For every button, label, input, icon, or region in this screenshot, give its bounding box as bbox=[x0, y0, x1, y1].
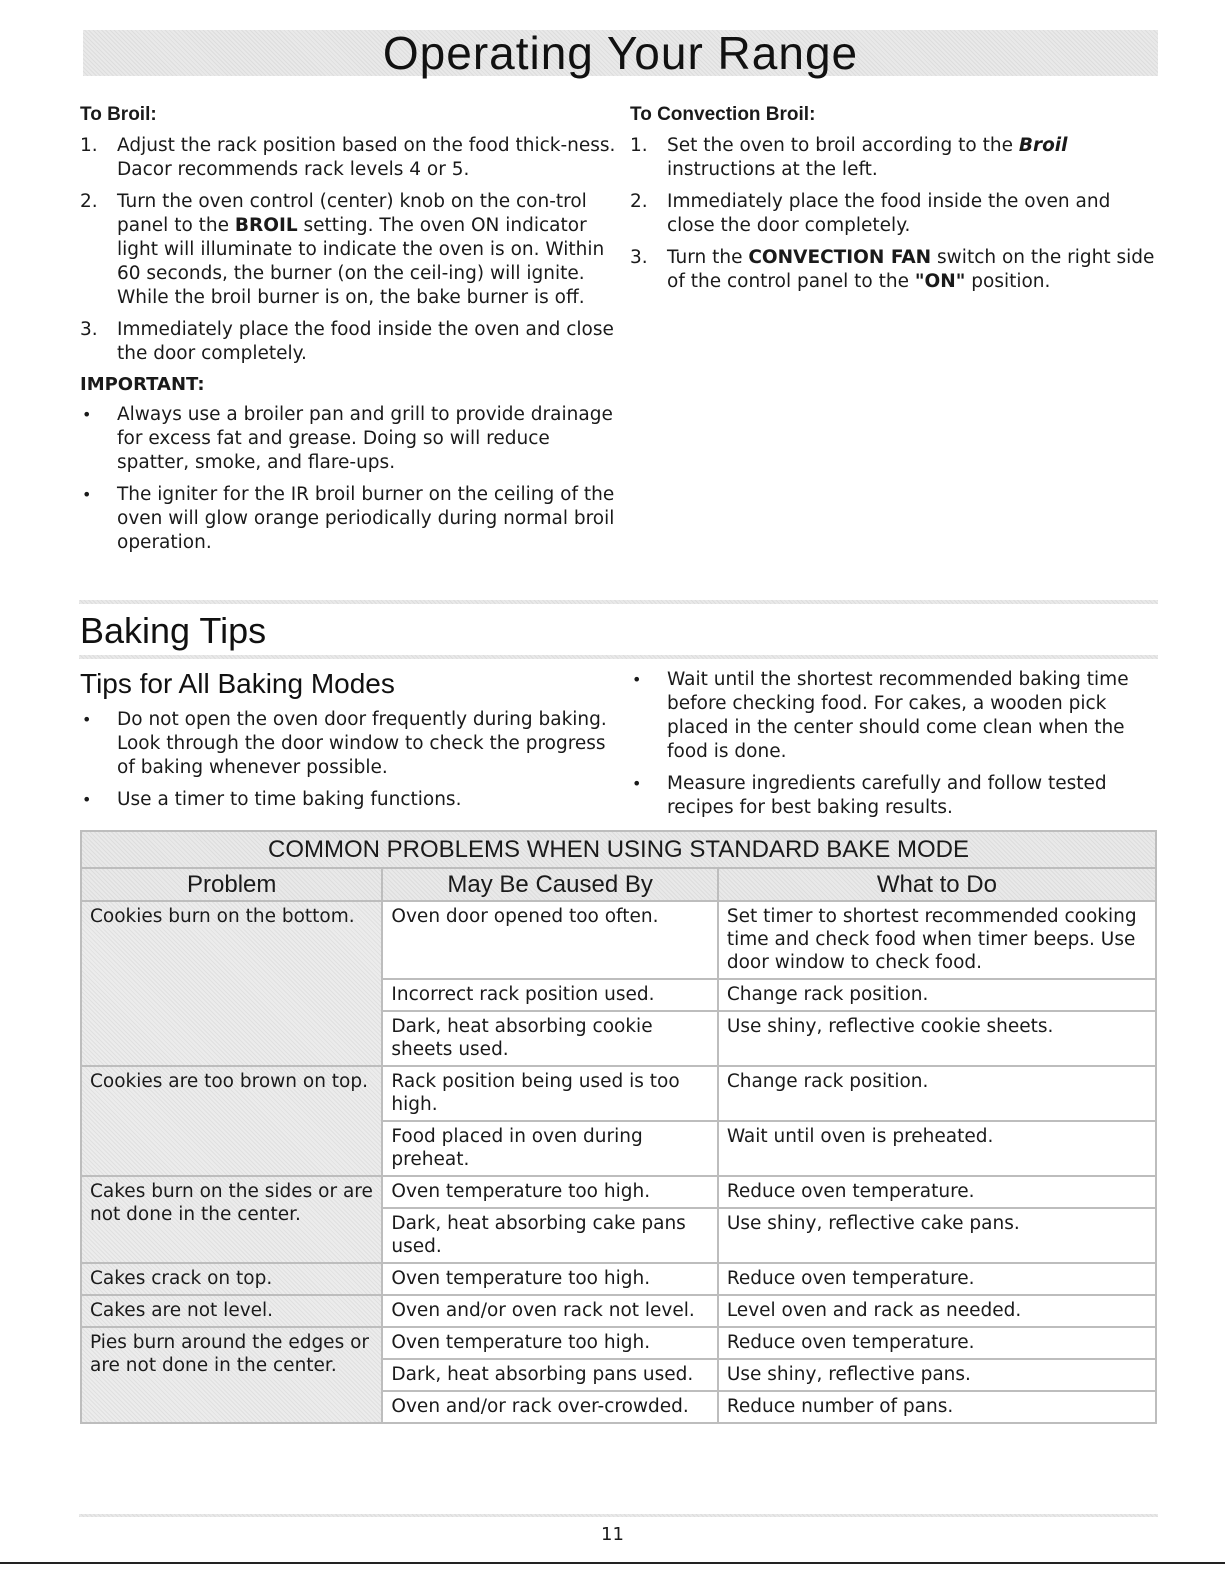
tips-left-column bbox=[80, 708, 620, 820]
step-text: instructions at the left. bbox=[667, 159, 878, 180]
page-title: Operating Your Range bbox=[382, 27, 859, 79]
tip-item: • Use a timer to time baking functions. bbox=[80, 788, 620, 812]
problem-cell: Cakes crack on top. bbox=[81, 1263, 382, 1295]
step-number: 1. bbox=[80, 135, 98, 156]
remedy-cell: Wait until oven is preheated. bbox=[718, 1121, 1156, 1176]
step-emphasis: BROIL bbox=[234, 215, 298, 236]
important-label: IMPORTANT: bbox=[80, 374, 205, 395]
problem-cell: Cakes burn on the sides or are not done in the center. bbox=[81, 1176, 382, 1263]
remedy-cell: Change rack position. bbox=[718, 979, 1156, 1011]
cause-cell: Dark, heat absorbing pans used. bbox=[382, 1359, 717, 1391]
tips-subtitle: Tips for All Baking Modes bbox=[80, 668, 395, 699]
problem-cell: Pies burn around the edges or are not done in the center. bbox=[81, 1327, 382, 1423]
cause-cell: Rack position being used is too high. bbox=[382, 1066, 717, 1121]
problem-cell: Cookies burn on the bottom. bbox=[81, 901, 382, 1066]
step-number: 2. bbox=[630, 191, 648, 212]
step-text: Turn the bbox=[667, 247, 749, 268]
footer-divider bbox=[79, 1514, 1158, 1517]
convection-step bbox=[630, 246, 1158, 294]
step-text: Turn the oven control (center) knob on the con-trol panel to the bbox=[117, 191, 587, 236]
step-text: Immediately place the food inside the oven and close the door completely. bbox=[117, 319, 614, 364]
convection-broil-section bbox=[630, 104, 1158, 302]
remedy-cell: Level oven and rack as needed. bbox=[718, 1295, 1156, 1327]
tip-item: • Measure ingredients carefully and follow tested recipes for best baking results. bbox=[630, 772, 1158, 820]
table-row bbox=[81, 901, 1156, 979]
column-header-problem: Problem bbox=[81, 868, 382, 901]
cause-cell: Oven temperature too high. bbox=[382, 1327, 717, 1359]
remedy-cell: Reduce oven temperature. bbox=[718, 1176, 1156, 1208]
cause-cell: Food placed in oven during preheat. bbox=[382, 1121, 717, 1176]
broil-section bbox=[80, 104, 620, 563]
table-row bbox=[81, 1066, 1156, 1121]
table-caption: COMMON PROBLEMS WHEN USING STANDARD BAKE MODE bbox=[81, 831, 1156, 868]
cause-cell: Oven and/or rack over-crowded. bbox=[382, 1391, 717, 1423]
baking-tips-title: Baking Tips bbox=[80, 610, 267, 651]
step-emphasis: "ON" bbox=[914, 271, 966, 292]
cause-cell: Dark, heat absorbing cookie sheets used. bbox=[382, 1011, 717, 1066]
step-number: 1. bbox=[630, 135, 648, 156]
broil-step bbox=[80, 190, 620, 310]
cause-cell: Oven door opened too often. bbox=[382, 901, 717, 979]
remedy-cell: Reduce number of pans. bbox=[718, 1391, 1156, 1423]
step-emphasis: Broil bbox=[1018, 135, 1068, 156]
remedy-cell: Use shiny, reflective cookie sheets. bbox=[718, 1011, 1156, 1066]
cause-cell: Oven temperature too high. bbox=[382, 1176, 717, 1208]
step-text: switch on the right side of the control panel to the bbox=[667, 247, 1155, 292]
cause-cell: Dark, heat absorbing cake pans used. bbox=[382, 1208, 717, 1263]
broil-step bbox=[80, 134, 620, 182]
step-emphasis: CONVECTION FAN bbox=[748, 247, 932, 268]
broil-step bbox=[80, 318, 620, 366]
column-header-remedy: What to Do bbox=[718, 868, 1156, 901]
table-row bbox=[81, 1263, 1156, 1295]
cause-cell: Incorrect rack position used. bbox=[382, 979, 717, 1011]
broil-steps bbox=[80, 134, 620, 366]
section-divider-top bbox=[79, 600, 1158, 604]
cause-cell: Oven and/or oven rack not level. bbox=[382, 1295, 717, 1327]
important-item: • The igniter for the IR broil burner on the ceiling of the oven will glow orange periodically during normal broil operation. bbox=[80, 483, 620, 555]
step-text: Set the oven to broil according to the bbox=[667, 135, 1019, 156]
page-bottom-edge bbox=[0, 1562, 1225, 1564]
step-number: 3. bbox=[80, 319, 98, 340]
remedy-cell: Reduce oven temperature. bbox=[718, 1263, 1156, 1295]
step-text: setting. The oven ON indicator light will illuminate to indicate the oven is on. Within 60 seconds, the burner (on the ceil-ing) will ignite. While the broil burner is on, the bake burner is off. bbox=[117, 215, 605, 308]
step-text: Adjust the rack position based on the food thick-ness. Dacor recommends rack levels 4 or 5. bbox=[117, 135, 616, 180]
important-item: • Always use a broiler pan and grill to provide drainage for excess fat and grease. Doing so will reduce spatter, smoke, and flare-ups. bbox=[80, 403, 620, 475]
cause-cell: Oven temperature too high. bbox=[382, 1263, 717, 1295]
convection-broil-steps bbox=[630, 134, 1158, 294]
step-number: 2. bbox=[80, 191, 98, 212]
section-divider-mid bbox=[79, 655, 1158, 659]
remedy-cell: Reduce oven temperature. bbox=[718, 1327, 1156, 1359]
tip-item: • Do not open the oven door frequently during baking. Look through the door window to check the progress of baking whenever possible. bbox=[80, 708, 620, 780]
broil-heading: To Broil: bbox=[80, 104, 157, 125]
remedy-cell: Use shiny, reflective pans. bbox=[718, 1359, 1156, 1391]
table-row bbox=[81, 1176, 1156, 1208]
table-row bbox=[81, 1295, 1156, 1327]
page-number: 11 bbox=[601, 1524, 624, 1545]
convection-step bbox=[630, 134, 1158, 182]
step-text: position. bbox=[965, 271, 1051, 292]
page-header-band bbox=[83, 27, 1158, 79]
table-row bbox=[81, 1327, 1156, 1359]
step-text: Immediately place the food inside the oven and close the door completely. bbox=[667, 191, 1111, 236]
remedy-cell: Use shiny, reflective cake pans. bbox=[718, 1208, 1156, 1263]
problems-table bbox=[80, 830, 1157, 1424]
remedy-cell: Set timer to shortest recommended cooking time and check food when timer beeps. Use door window to check food. bbox=[718, 901, 1156, 979]
remedy-cell: Change rack position. bbox=[718, 1066, 1156, 1121]
step-number: 3. bbox=[630, 247, 648, 268]
problem-cell: Cookies are too brown on top. bbox=[81, 1066, 382, 1176]
problem-cell: Cakes are not level. bbox=[81, 1295, 382, 1327]
tip-item: • Wait until the shortest recommended baking time before checking food. For cakes, a wooden pick placed in the center should come clean when the food is done. bbox=[630, 668, 1158, 764]
convection-step bbox=[630, 190, 1158, 238]
column-header-cause: May Be Caused By bbox=[382, 868, 717, 901]
convection-broil-heading: To Convection Broil: bbox=[630, 104, 816, 125]
important-list bbox=[80, 403, 620, 555]
tips-right-column bbox=[630, 668, 1158, 828]
